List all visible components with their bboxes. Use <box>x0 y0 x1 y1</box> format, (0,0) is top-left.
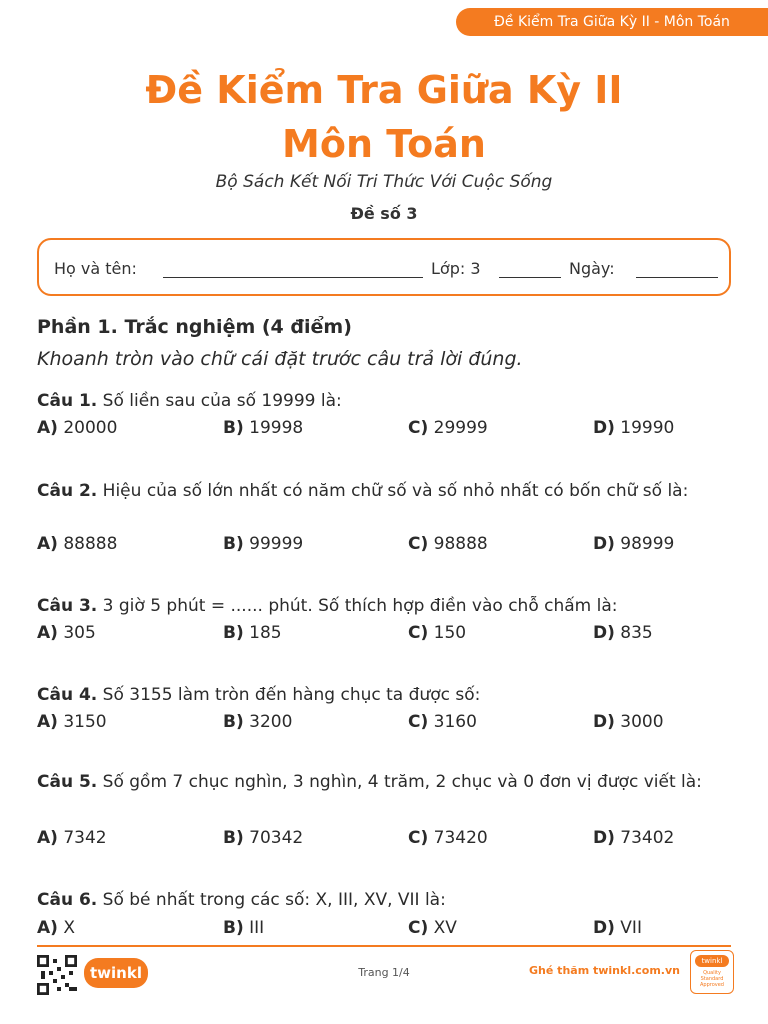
option-b[interactable] <box>223 828 303 848</box>
question-text: Số bé nhất trong các số: X, III, XV, VII là: <box>102 890 446 910</box>
option-value: 19998 <box>249 418 304 438</box>
date-field[interactable] <box>636 277 718 278</box>
question-5 <box>37 769 727 795</box>
option-value: XV <box>433 918 457 938</box>
question-text: Số liền sau của số 19999 là: <box>102 391 342 411</box>
option-letter: C) <box>408 828 429 848</box>
exam-number: Đề số 3 <box>350 204 418 223</box>
option-letter: C) <box>408 918 429 938</box>
option-c[interactable] <box>408 712 477 732</box>
option-d[interactable] <box>593 623 653 643</box>
option-c[interactable] <box>408 623 466 643</box>
page-title: Đề Kiểm Tra Giữa Kỳ II <box>145 68 623 112</box>
option-b[interactable] <box>223 918 264 938</box>
option-d[interactable] <box>593 828 674 848</box>
question-1 <box>37 388 727 414</box>
option-letter: B) <box>223 712 244 732</box>
option-letter: A) <box>37 418 58 438</box>
option-b[interactable] <box>223 418 303 438</box>
website-link[interactable]: Ghé thăm twinkl.com.vn <box>529 964 680 977</box>
option-value: 70342 <box>249 828 304 848</box>
option-c[interactable] <box>408 918 457 938</box>
page-title-subject: Môn Toán <box>282 122 486 166</box>
section-instruction: Khoanh tròn vào chữ cái đặt trước câu trả lời đúng. <box>37 348 523 370</box>
option-a[interactable] <box>37 623 96 643</box>
class-field[interactable] <box>499 277 561 278</box>
option-value: 835 <box>620 623 653 643</box>
option-a[interactable] <box>37 828 107 848</box>
option-value: 3200 <box>249 712 293 732</box>
name-label: Họ và tên: <box>54 259 137 278</box>
option-value: 98888 <box>433 534 488 554</box>
option-a[interactable] <box>37 534 117 554</box>
question-text: Số gồm 7 chục nghìn, 3 nghìn, 4 trăm, 2 chục và 0 đơn vị được viết là: <box>102 772 702 792</box>
option-letter: A) <box>37 712 58 732</box>
option-value: 7342 <box>63 828 107 848</box>
option-value: 20000 <box>63 418 118 438</box>
option-value: VII <box>620 918 642 938</box>
option-letter: A) <box>37 623 58 643</box>
question-label: Câu 4. <box>37 685 98 705</box>
question-label: Câu 6. <box>37 890 98 910</box>
option-letter: A) <box>37 918 58 938</box>
option-value: 29999 <box>433 418 488 438</box>
option-b[interactable] <box>223 712 292 732</box>
option-c[interactable] <box>408 534 488 554</box>
option-letter: D) <box>593 918 615 938</box>
question-text: Hiệu của số lớn nhất có năm chữ số và số nhỏ nhất có bốn chữ số là: <box>102 481 689 501</box>
option-c[interactable] <box>408 828 488 848</box>
option-letter: B) <box>223 918 244 938</box>
option-letter: D) <box>593 712 615 732</box>
option-a[interactable] <box>37 918 75 938</box>
book-series: Bộ Sách Kết Nối Tri Thức Với Cuộc Sống <box>215 172 553 192</box>
question-4 <box>37 682 727 708</box>
option-letter: D) <box>593 623 615 643</box>
option-value: 3160 <box>433 712 477 732</box>
option-letter: D) <box>593 534 615 554</box>
option-value: 98999 <box>620 534 675 554</box>
question-label: Câu 2. <box>37 481 98 501</box>
option-letter: D) <box>593 418 615 438</box>
option-value: X <box>63 918 75 938</box>
option-letter: C) <box>408 623 429 643</box>
question-label: Câu 3. <box>37 596 98 616</box>
option-d[interactable] <box>593 918 642 938</box>
twinkl-logo: twinkl <box>84 958 148 988</box>
option-value: 185 <box>249 623 282 643</box>
footer-divider <box>37 945 731 947</box>
option-d[interactable] <box>593 418 674 438</box>
question-text: 3 giờ 5 phút = ...... phút. Số thích hợp điền vào chỗ chấm là: <box>102 596 618 616</box>
option-letter: B) <box>223 418 244 438</box>
option-b[interactable] <box>223 534 303 554</box>
option-letter: B) <box>223 623 244 643</box>
option-d[interactable] <box>593 712 664 732</box>
option-value: 88888 <box>63 534 118 554</box>
option-value: 19990 <box>620 418 675 438</box>
option-a[interactable] <box>37 418 117 438</box>
option-letter: B) <box>223 828 244 848</box>
section-title: Phần 1. Trắc nghiệm (4 điểm) <box>37 316 352 338</box>
question-text: Số 3155 làm tròn đến hàng chục ta được số: <box>102 685 481 705</box>
option-letter: C) <box>408 534 429 554</box>
option-value: 99999 <box>249 534 304 554</box>
option-value: 73420 <box>433 828 488 848</box>
option-d[interactable] <box>593 534 674 554</box>
question-2 <box>37 478 727 504</box>
option-letter: D) <box>593 828 615 848</box>
name-field[interactable] <box>163 277 423 278</box>
badge-caption: Quality Standard Approved <box>700 970 724 988</box>
date-label: Ngày: <box>569 259 615 278</box>
option-letter: A) <box>37 534 58 554</box>
student-info-box <box>37 238 731 296</box>
option-letter: C) <box>408 418 429 438</box>
option-letter: A) <box>37 828 58 848</box>
option-value: 305 <box>63 623 96 643</box>
question-label: Câu 1. <box>37 391 98 411</box>
question-6 <box>37 887 727 913</box>
question-3 <box>37 593 727 619</box>
quality-badge-icon <box>690 950 734 994</box>
option-value: III <box>249 918 265 938</box>
page-number: Trang 1/4 <box>358 966 410 979</box>
option-letter: B) <box>223 534 244 554</box>
option-value: 3000 <box>620 712 664 732</box>
option-value: 150 <box>433 623 467 643</box>
option-c[interactable] <box>408 418 488 438</box>
class-label: Lớp: 3 <box>431 259 481 278</box>
header-tab: Đề Kiểm Tra Giữa Kỳ II - Môn Toán <box>456 8 768 36</box>
option-value: 3150 <box>63 712 107 732</box>
option-a[interactable] <box>37 712 107 732</box>
question-label: Câu 5. <box>37 772 98 792</box>
option-value: 73402 <box>620 828 675 848</box>
option-b[interactable] <box>223 623 282 643</box>
badge-brand: twinkl <box>695 955 729 967</box>
option-letter: C) <box>408 712 429 732</box>
